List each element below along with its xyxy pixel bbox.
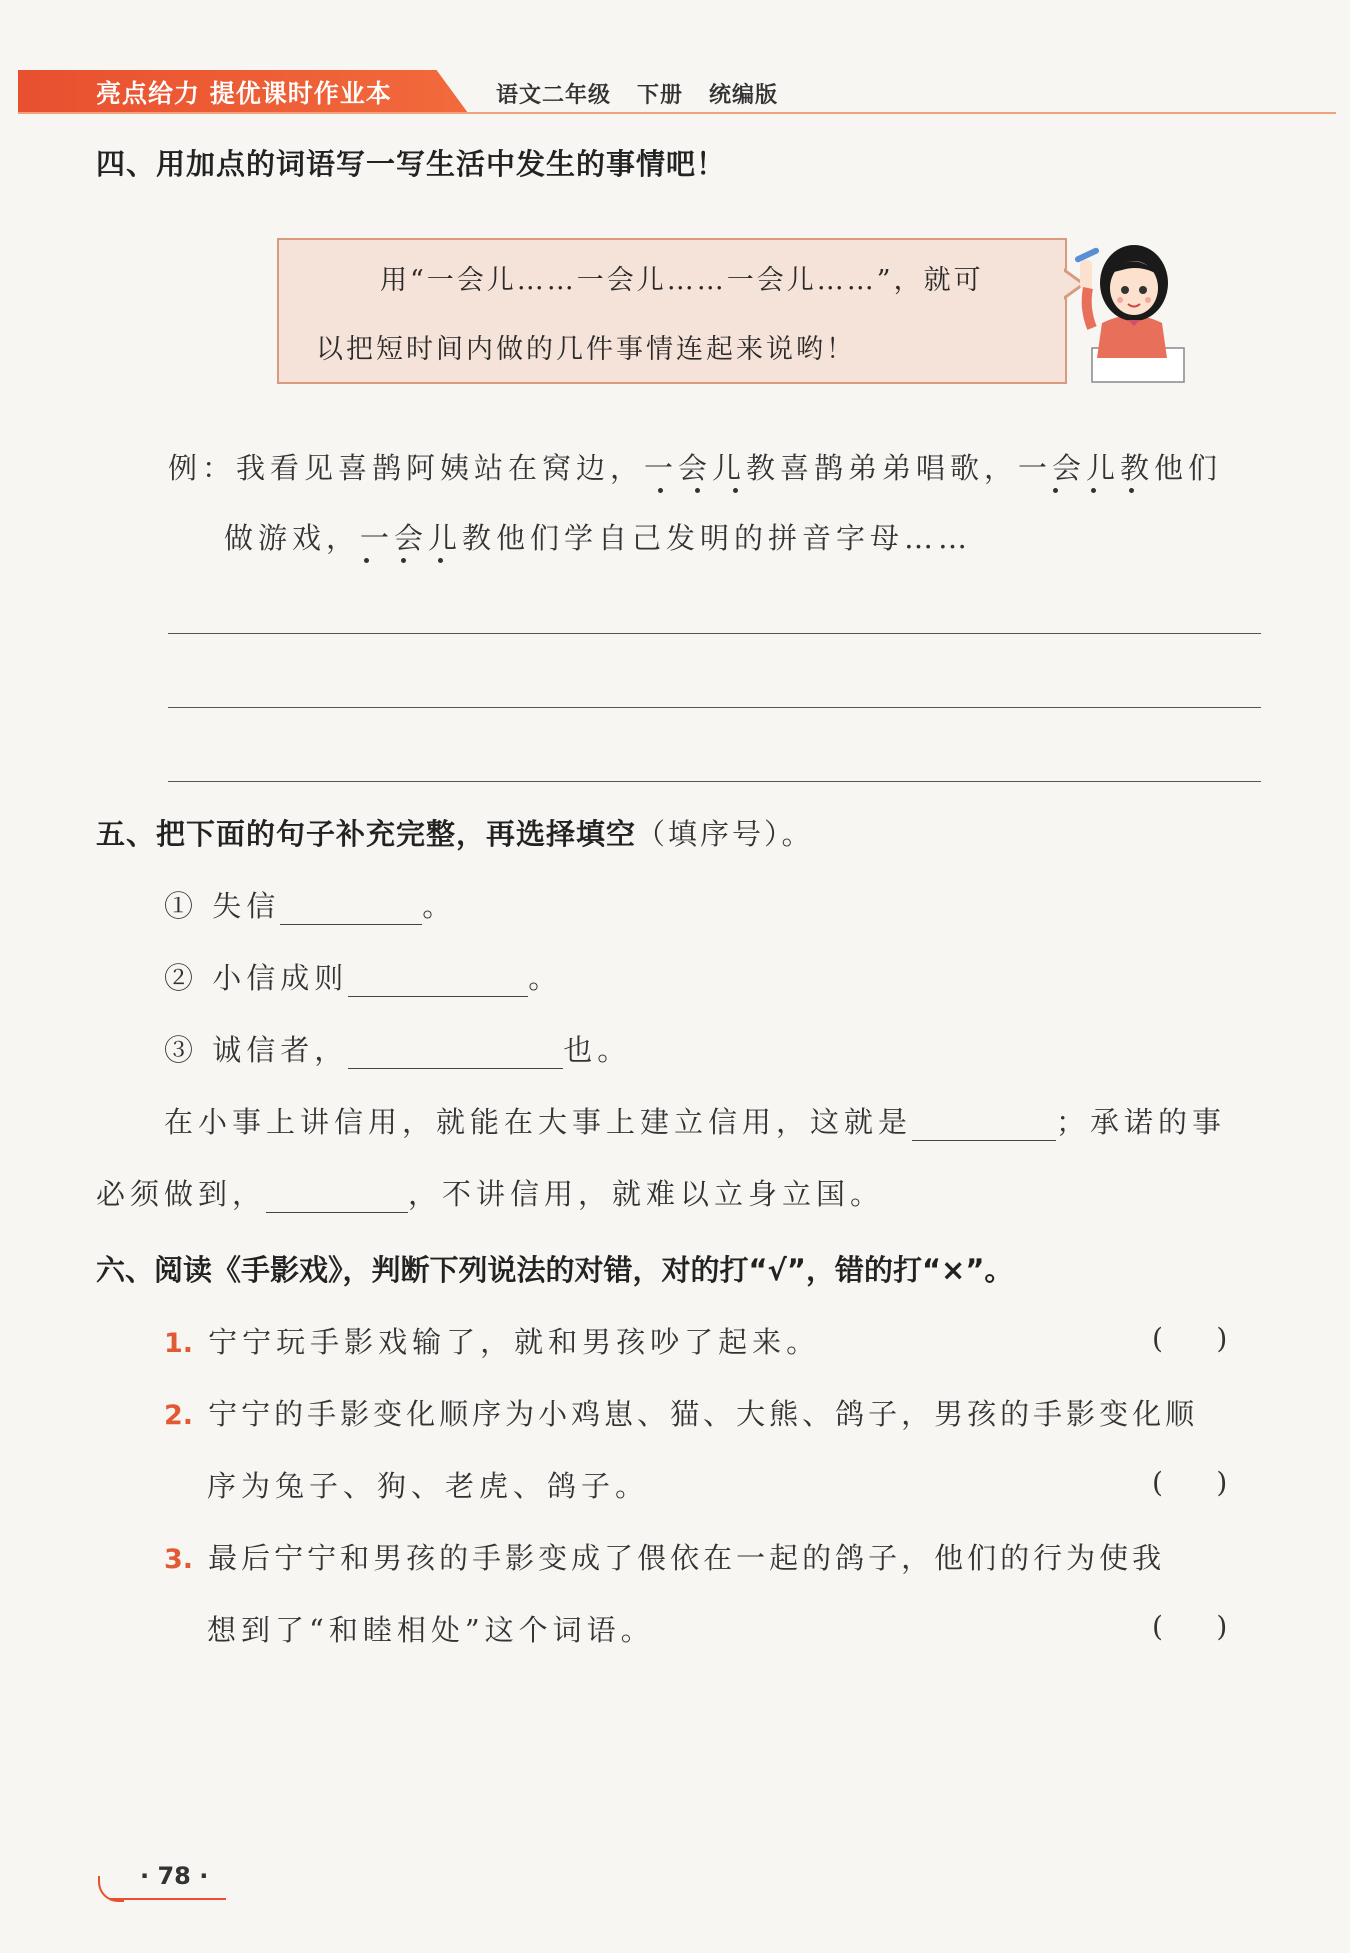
q6-item-number: 2. — [164, 1400, 194, 1431]
q5-para2-text: 必须做到， — [96, 1177, 267, 1211]
q5-title-note: （填序号）。 — [636, 817, 814, 851]
q5-item3-blank[interactable] — [348, 1038, 563, 1069]
q6-item-1 — [164, 1320, 820, 1361]
q5-para1-text: 在小事上讲信用，就能在大事上建立信用，这就是 — [164, 1105, 913, 1139]
emphasis-dot — [438, 558, 443, 563]
q6-item-text: 宁宁的手影变化顺序为小鸡崽、猫、大熊、鸽子，男孩的手影变化顺 — [208, 1397, 1199, 1431]
q5-item2-blank[interactable] — [348, 966, 528, 997]
q6-item3-answer[interactable]: ( ) — [1152, 1610, 1228, 1643]
emphasis-dot — [658, 488, 663, 493]
answer-line-3[interactable] — [168, 781, 1261, 782]
emphasis-dot — [733, 488, 738, 493]
girl-illustration — [1062, 228, 1192, 390]
emphasis-dot — [364, 558, 369, 563]
q5-item1-blank[interactable] — [280, 894, 422, 925]
tip-text-line2: 以把短时间内做的几件事情连起来说哟！ — [316, 334, 856, 365]
q5-item1-end: 。 — [422, 889, 457, 923]
q6-item-text: 宁宁玩手影戏输了，就和男孩吵了起来。 — [208, 1325, 821, 1359]
answer-line-1[interactable] — [168, 633, 1261, 634]
book-subject: 语文二年级 下册 统编版 — [496, 83, 778, 108]
emphasis-dot — [401, 558, 406, 563]
header-divider — [18, 112, 1336, 114]
emphasis-dot — [1091, 488, 1096, 493]
q6-item2-answer[interactable]: ( ) — [1152, 1466, 1228, 1499]
q6-item-number: 3. — [164, 1544, 194, 1575]
q5-title-row — [96, 812, 814, 853]
q5-item2 — [164, 956, 562, 997]
page-number: · 78 · — [140, 1862, 209, 1890]
q6-item-text: 最后宁宁和男孩的手影变成了偎依在一起的鸽子，他们的行为使我 — [208, 1541, 1166, 1575]
q5-item1 — [164, 884, 456, 925]
q5-para2-blank[interactable] — [266, 1182, 408, 1213]
answer-line-2[interactable] — [168, 707, 1261, 708]
q6-item-3 — [164, 1536, 1165, 1577]
book-brand: 亮点给力 提优课时作业本 — [96, 79, 392, 108]
q5-title: 五、把下面的句子补充完整，再选择填空 — [96, 817, 637, 851]
q5-para2-end: ，不讲信用，就难以立身立国。 — [408, 1177, 885, 1211]
q6-title: 六、阅读《手影戏》，判断下列说法的对错，对的打“√”，错的打“×”。 — [96, 1253, 1014, 1287]
q6-item2-line2: 序为兔子、狗、老虎、鸽子。 — [207, 1469, 650, 1503]
q6-item3-line2: 想到了“和睦相处”这个词语。 — [207, 1613, 655, 1647]
emphasis-dot — [1053, 488, 1058, 493]
emphasis-dot — [1129, 488, 1134, 493]
q6-item-number: 1. — [164, 1328, 194, 1359]
page-number-underline — [110, 1898, 226, 1900]
q4-title: 四、用加点的词语写一写生活中发生的事情吧！ — [96, 147, 727, 181]
example-line2: 做游戏，一会儿教他们学自己发明的拼音字母…… — [224, 521, 973, 555]
q5-para-line1 — [164, 1100, 1226, 1141]
q5-item1-text: ① 失信 — [164, 889, 281, 923]
q5-item2-end: 。 — [528, 961, 563, 995]
q5-item3-text: ③ 诚信者， — [164, 1033, 349, 1067]
q5-item3-end: 也。 — [563, 1033, 632, 1067]
q5-para-line2 — [96, 1172, 884, 1213]
q5-para1-blank[interactable] — [912, 1110, 1056, 1141]
q5-item3 — [164, 1028, 631, 1069]
q6-item-2 — [164, 1392, 1198, 1433]
q5-item2-text: ② 小信成则 — [164, 961, 349, 995]
q6-item1-answer[interactable]: ( ) — [1152, 1322, 1228, 1355]
q5-para1-end: ；承诺的事 — [1056, 1105, 1227, 1139]
example-line1: 例：我看见喜鹊阿姨站在窝边，一会儿教喜鹊弟弟唱歌，一会儿教他们 — [168, 451, 1223, 485]
emphasis-dot — [695, 488, 700, 493]
tip-text-line1: 用“一会儿……一会儿……一会儿……”，就可 — [380, 265, 984, 296]
